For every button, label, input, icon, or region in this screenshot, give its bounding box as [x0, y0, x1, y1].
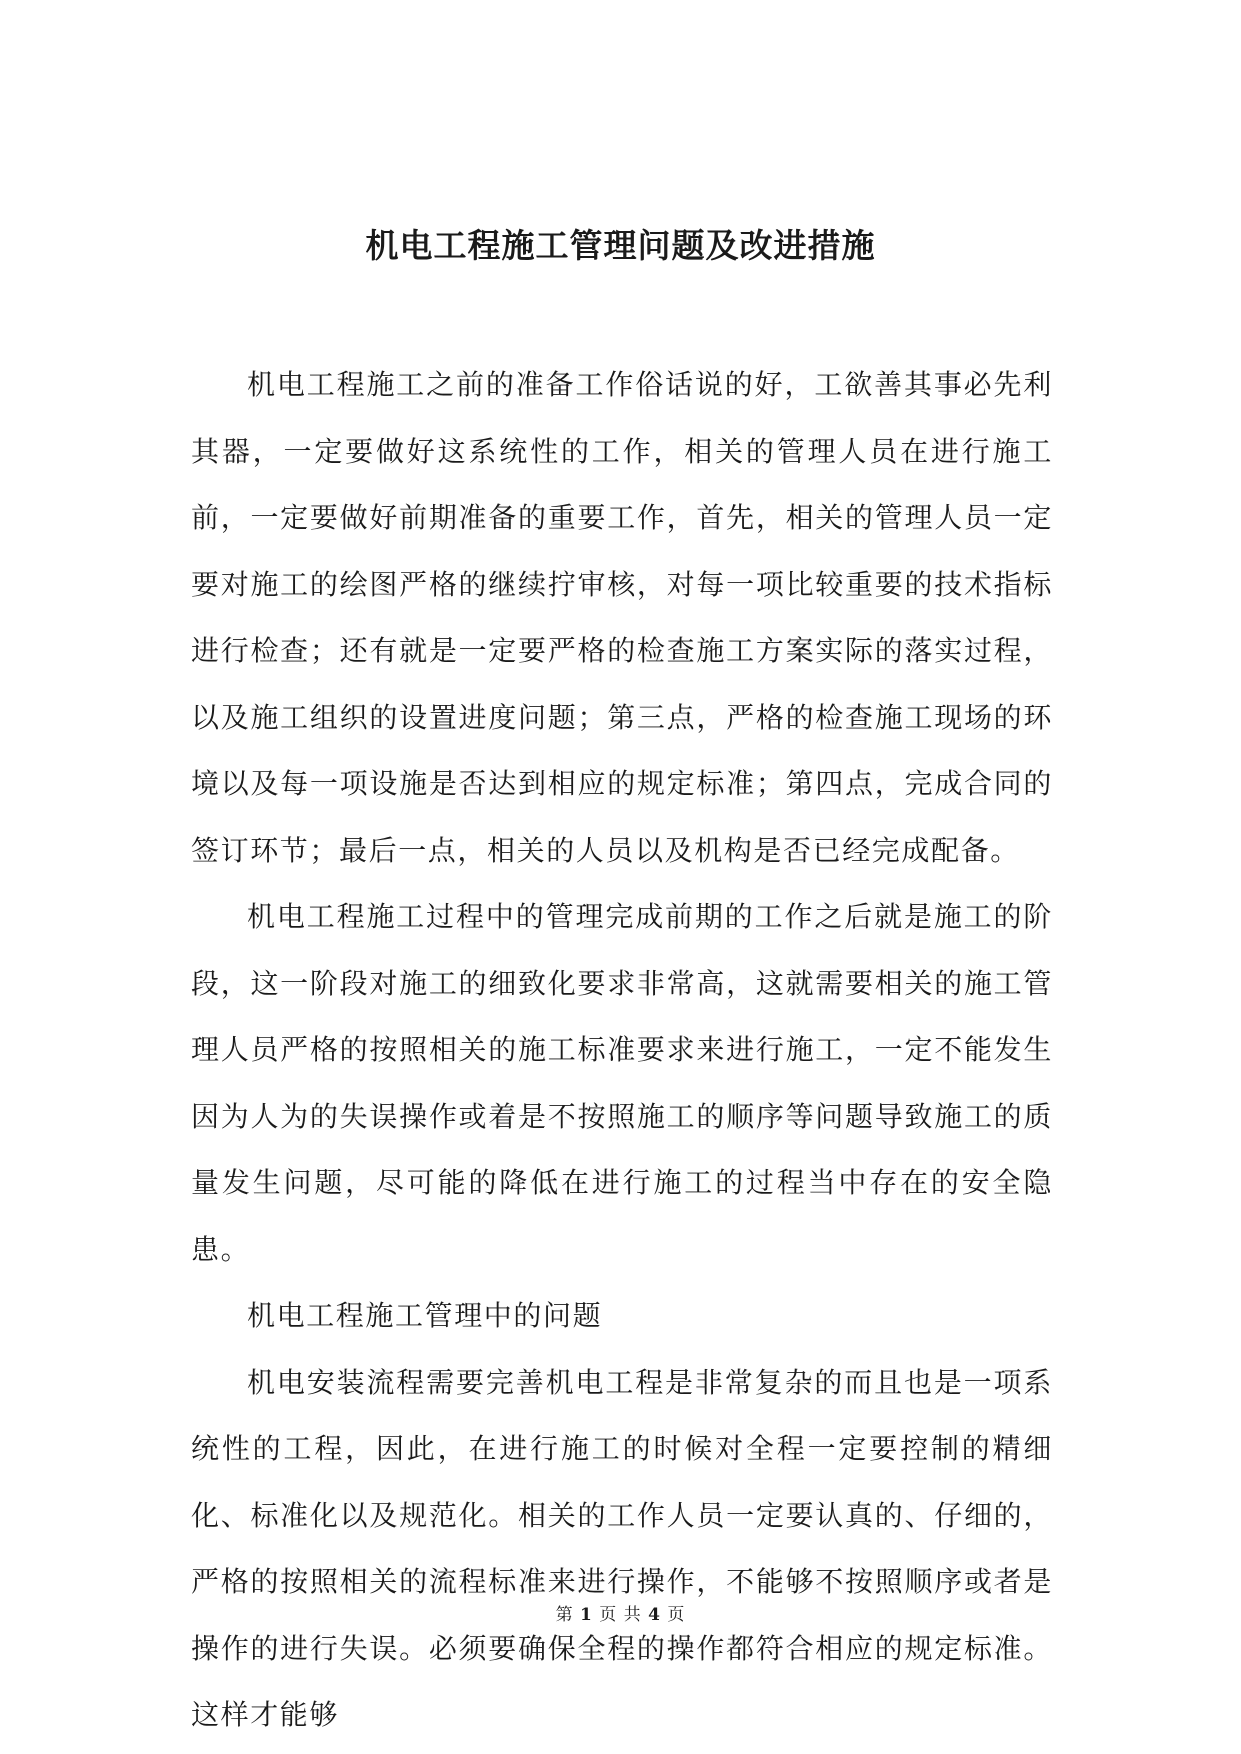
current-page-number: 1 [580, 1605, 593, 1625]
paragraph-construction-management: 机电工程施工过程中的管理完成前期的工作之后就是施工的阶段，这一阶段对施工的细致化要求非常高，这就需要相关的施工管理人员严格的按照相关的施工标准要求来进行施工，一定不能发生因为人为的失误操作或着是不按照施工的顺序等问题导致施工的质量发生问题，尽可能的降低在进行施工的过程当中存在的安全隐患。 [191, 900, 1053, 1266]
page-footer [0, 1603, 1241, 1627]
document-body [191, 352, 1053, 1749]
section-heading-problems: 机电工程施工管理中的问题 [247, 1299, 603, 1332]
footer-prefix: 第 [555, 1605, 574, 1625]
total-page-count: 4 [648, 1605, 661, 1625]
footer-suffix: 页 [667, 1605, 686, 1625]
document-title: 机电工程施工管理问题及改进措施 [365, 226, 876, 265]
paragraph-preparation: 机电工程施工之前的准备工作俗话说的好，工欲善其事必先利其器，一定要做好这系统性的工作，相关的管理人员在进行施工前，一定要做好前期准备的重要工作，首先，相关的管理人员一定要对施工的绘图严格的继续拧审核，对每一项比较重要的技术指标进行检查；还有就是一定要严格的检查施工方案实际的落实过程，以及施工组织的设置进度问题；第三点，严格的检查施工现场的环境以及每一项设施是否达到相应的规定标准；第四点，完成合同的签订环节；最后一点，相关的人员以及机构是否已经完成配备。 [191, 368, 1053, 867]
paragraph-installation-process: 机电安装流程需要完善机电工程是非常复杂的而且也是一项系统性的工程，因此，在进行施工的时候对全程一定要控制的精细化、标准化以及规范化。相关的工作人员一定要认真的、仔细的，严格的按照相关的流程标准来进行操作，不能够不按照顺序或者是操作的进行失误。必须要确保全程的操作都符合相应的规定标准。这样才能够 [191, 1365, 1053, 1731]
footer-middle: 页 共 [599, 1605, 642, 1625]
